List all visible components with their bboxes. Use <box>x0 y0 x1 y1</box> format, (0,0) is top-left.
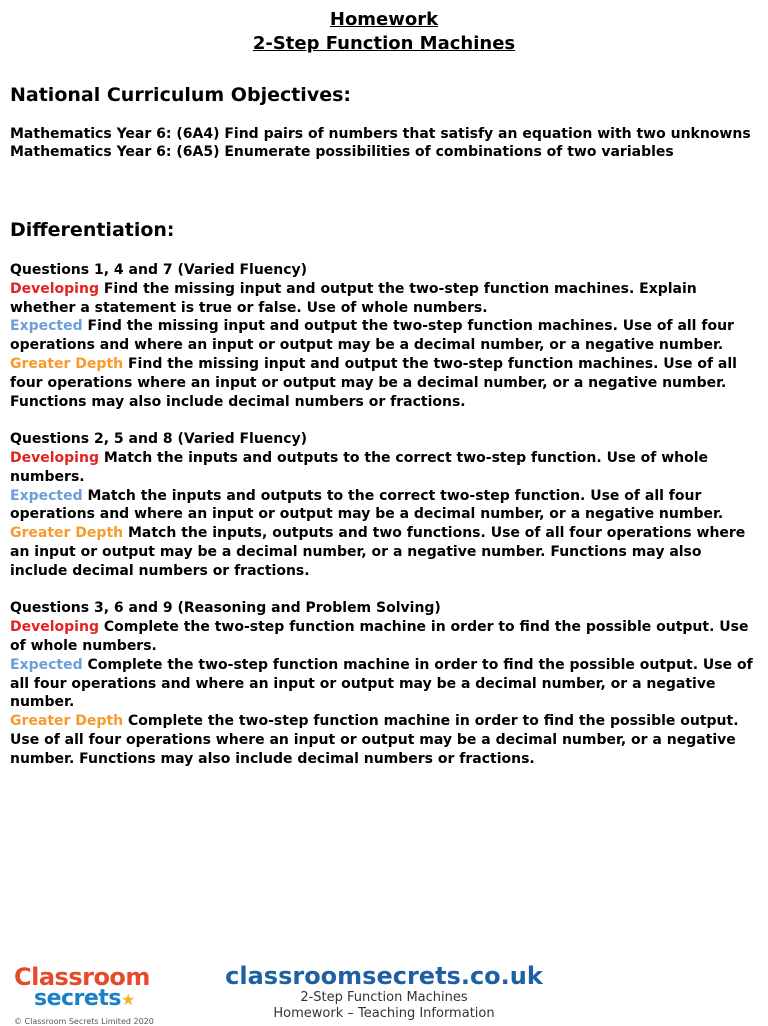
developing-label: Developing <box>10 280 99 297</box>
developing-text: Find the missing input and output the two-step function machines. Explain whether a statement is true or false. Use of whole numbers. <box>10 280 697 316</box>
greater-depth-text: Match the inputs, outputs and two functions. Use of all four operations where an input or output may be a decimal number, or a negative number. Functions may also include decimal numbers or fractions. <box>10 525 746 579</box>
site-url: classroomsecrets.co.uk <box>225 962 543 990</box>
objective-item: Mathematics Year 6: (6A4) Find pairs of numbers that satisfy an equation with two unknowns <box>10 126 751 142</box>
objective-item: Mathematics Year 6: (6A5) Enumerate possibilities of combinations of two variables <box>10 143 674 160</box>
expected-text: Complete the two-step function machine in order to find the possible output. Use of all four operations and where an input or output may be a decimal number, or a negative number. <box>10 656 753 711</box>
copyright: © Classroom Secrets Limited 2020 <box>14 1017 154 1026</box>
question-group-title: Questions 2, 5 and 8 (Varied Fluency) <box>10 431 308 448</box>
objectives-list <box>10 126 758 161</box>
differentiation-heading: Differentiation: <box>10 219 175 241</box>
greater-depth-label: Greater Depth <box>10 713 124 730</box>
developing-text: Complete the two-step function machine in order to find the possible output. Use of whole numbers. <box>10 619 749 654</box>
greater-depth-text: Find the missing input and output the two-step function machines. Use of all four operations where an input or output may be a decimal number, or a negative number. Functions may also include decimal numbers or fractions. <box>10 355 737 410</box>
greater-depth-label: Greater Depth <box>10 355 124 372</box>
question-group <box>10 430 758 580</box>
page-header <box>0 0 768 56</box>
developing-text: Match the inputs and outputs to the correct two-step function. Use of whole numbers. <box>10 449 709 485</box>
differentiation-list <box>10 261 758 787</box>
developing-row <box>10 618 758 656</box>
classroom-secrets-logo <box>14 963 214 1026</box>
expected-label: Expected <box>10 656 83 673</box>
expected-text: Find the missing input and output the two-step function machines. Use of all four operations and where an input or output may be a decimal number, or a negative number. <box>10 318 734 354</box>
question-group-title: Questions 3, 6 and 9 (Reasoning and Problem Solving) <box>10 600 441 617</box>
greater-depth-text: Complete the two-step function machine in order to find the possible output. Use of all four operations where an input or output may be a decimal number, or a negative number. Functions may also include decimal numbers or fractions. <box>10 713 739 767</box>
star-icon: ★ <box>120 990 135 1009</box>
expected-row <box>10 656 758 712</box>
logo-line2 <box>14 988 214 1011</box>
question-group <box>10 261 758 411</box>
greater-depth-row <box>10 712 758 768</box>
logo-line2-text: secrets <box>34 986 121 1011</box>
greater-depth-row <box>10 355 758 411</box>
footer-line2: Homework – Teaching Information <box>273 1006 495 1021</box>
page-title: Homework <box>329 9 439 30</box>
objectives-heading: National Curriculum Objectives: <box>10 84 351 106</box>
expected-label: Expected <box>10 487 83 504</box>
footer-line1: 2-Step Function Machines <box>300 990 468 1005</box>
footer-info <box>220 962 548 1022</box>
expected-row <box>10 487 758 525</box>
greater-depth-row <box>10 524 758 580</box>
developing-label: Developing <box>10 449 99 466</box>
developing-label: Developing <box>10 619 99 636</box>
developing-row <box>10 449 758 487</box>
page-subtitle: 2-Step Function Machines <box>252 33 516 54</box>
developing-row <box>10 280 758 318</box>
question-group <box>10 599 758 768</box>
expected-text: Match the inputs and outputs to the correct two-step function. Use of all four operations and where an input or output may be a decimal number, or a negative number. <box>10 487 724 523</box>
expected-label: Expected <box>10 318 83 335</box>
question-group-title: Questions 1, 4 and 7 (Varied Fluency) <box>10 262 308 278</box>
logo-line1: Classroom <box>14 963 150 991</box>
expected-row <box>10 317 758 355</box>
greater-depth-label: Greater Depth <box>10 525 124 542</box>
